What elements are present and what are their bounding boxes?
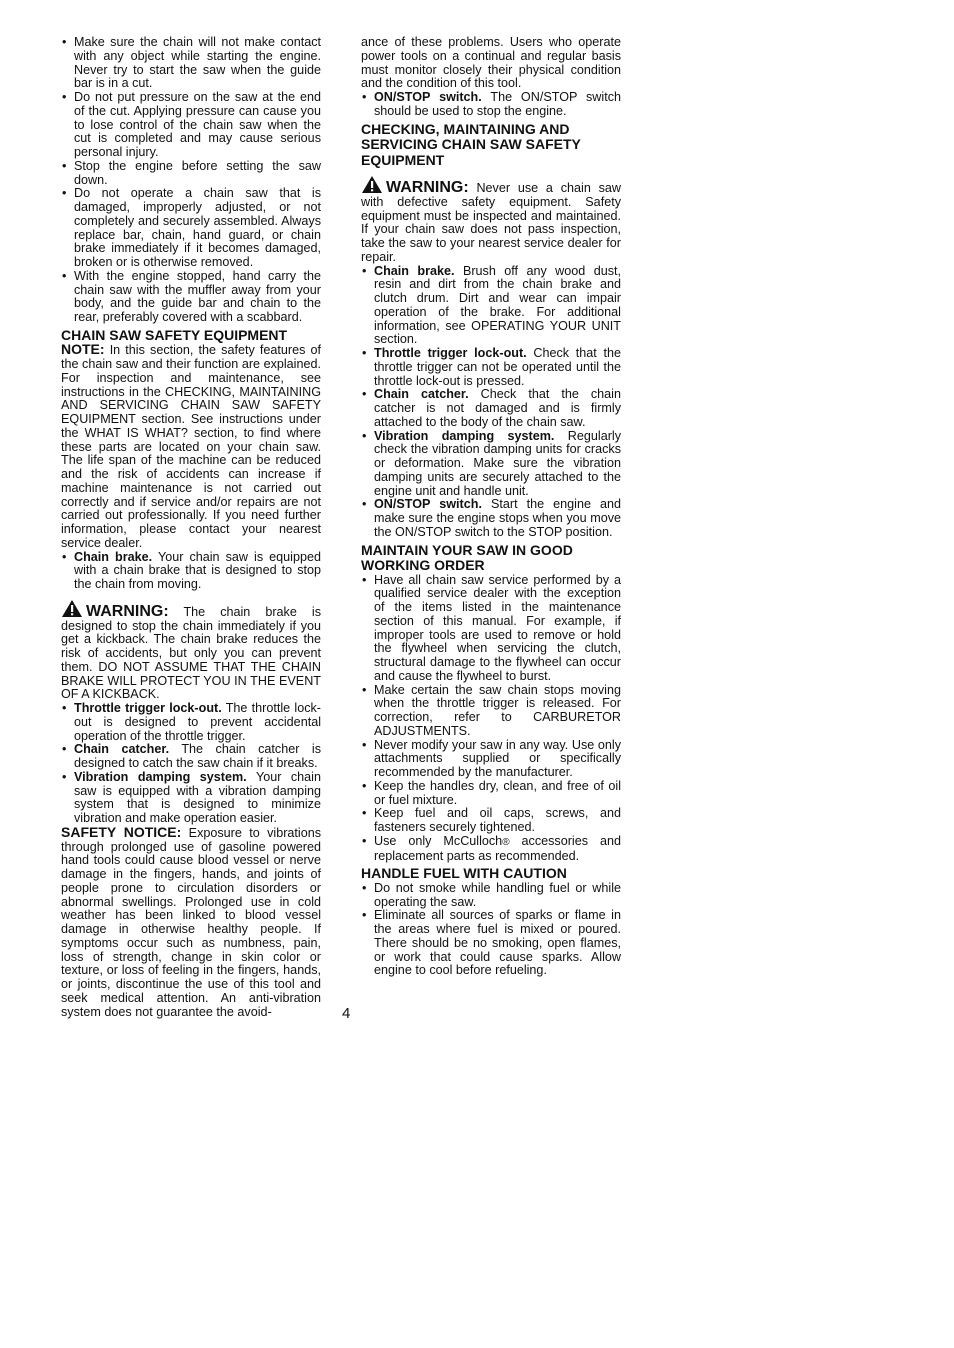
checks-list: [361, 265, 621, 540]
list-item: [361, 388, 621, 429]
list-item: [61, 743, 321, 771]
item-label: Chain brake.: [74, 549, 153, 564]
safety-notice-text: Exposure to vibrations through prolonged use of gasoline powered hand tools could cause blood vessel or nerve damage in the fingers, hands, and joints of people prone to circulation disorders or abnormal swellings. Prolonged use in cold weather has been linked to blood vessel damage in otherwise healthy people. If symptoms occur such as numbness, pain, loss of strength, change in skin color or texture, or loss of feeling in the fingers, hands, or joints, discontinue the use of this tool and seek medical attention. An anti-vibration system does not guarantee the avoid-: [61, 825, 322, 1019]
section-heading-checking: CHECKING, MAINTAINING AND SERVICING CHAIN SAW SAFETY EQUIPMENT: [361, 120, 581, 168]
item-label: Chain brake.: [374, 263, 455, 278]
item-label: Throttle trigger lock-out.: [74, 701, 222, 715]
warning-triangle-icon: [61, 599, 83, 618]
list-item: [361, 498, 621, 539]
item-label: Vibration damping system.: [74, 769, 247, 784]
item-text: Your chain saw is equipped with a vibration damping system that is designed to minimize vibration and make operation easier.: [74, 769, 321, 825]
list-item: [361, 91, 621, 119]
list-item: • Make certain the saw chain stops moving when the throttle trigger is released. For correction, refer to CARBURETOR ADJUSTMENTS.: [361, 684, 621, 739]
warning-label: WARNING:: [86, 602, 169, 620]
warning-label: WARNING:: [386, 179, 469, 196]
registered-mark: ®: [502, 836, 510, 848]
list-item: • Do not smoke while handling fuel or while operating the saw.: [361, 882, 621, 910]
item-text: Use only McCulloch: [374, 833, 503, 848]
list-item: • Stop the engine before setting the saw down.: [61, 160, 321, 188]
list-item: [61, 702, 321, 743]
item-label: Chain catcher.: [374, 387, 469, 402]
list-item: • Have all chain saw service performed by a qualified service dealer with the exception of the items listed in the maintenance section of this manual. For example, if improper tools are used to remove or hold the flywheel when servicing the clutch, structural damage to the flywheel can occur and cause the flywheel to burst.: [361, 574, 621, 684]
list-item: [361, 430, 621, 499]
item-label: ON/STOP switch.: [374, 497, 482, 512]
item-label: Chain catcher.: [74, 742, 170, 757]
warning-paragraph: [61, 599, 321, 702]
list-item: • Make sure the chain will not make contact with any object while starting the engine. Never try to start the saw when the guide bar is in a cut.: [61, 36, 321, 91]
list-item: • Eliminate all sources of sparks or flame in the areas where fuel is mixed or poured. There should be no smoking, open flames, or work that could cause sparks. Allow engine to cool before refueling.: [361, 909, 621, 978]
fuel-list: [361, 882, 621, 978]
item-label: ON/STOP switch.: [374, 90, 482, 104]
safety-notice-paragraph: [61, 823, 322, 1020]
list-item: [361, 265, 621, 348]
warning-triangle-icon: [361, 175, 383, 194]
warning-text: The chain brake is designed to stop the chain immediately if you get a kickback. The chain brake reduces the risk of accidents, but only you can prevent them. DO NOT ASSUME THAT THE CHAIN BRAKE WILL PROTECT YOU IN THE EVENT OF A KICKBACK.: [61, 604, 321, 702]
item-text: Brush off any wood dust, resin and dirt from the chain brake and clutch drum. Dirt and wear can impair operation of the brake. For additional information, see OPERATING YOUR UNIT section.: [374, 263, 621, 347]
list-item: • Do not put pressure on the saw at the end of the cut. Applying pressure can cause you to lose control of the chain saw when the cut is completed and may cause serious personal injury.: [61, 91, 321, 160]
item-text: Your chain saw is equipped with a chain brake that is designed to stop the chain from moving.: [74, 549, 322, 591]
section-heading-fuel: HANDLE FUEL WITH CAUTION: [361, 865, 567, 882]
note-text: In this section, the safety features of the chain saw and their function are explained. For inspection and maintenance, see instructions in the CHECKING, MAINTAINING AND SERVICING CHAIN SAW SAFETY EQUIPMENT section. See instructions under the WHAT IS WHAT? section, to find where these parts are located on your chain saw. The life span of the machine can be reduced and the risk of accidents can increase if machine maintenance is not carried out correctly and if service and/or repairs are not carried out professionally. If you need further information, please contact your nearest service dealer.: [61, 343, 321, 550]
list-item: [61, 771, 321, 826]
item-text: Start the engine and make sure the engine stops when you move the ON/STOP switch to the STOP position.: [374, 497, 621, 539]
maintain-list: [361, 574, 621, 864]
chain-brake-list: [61, 551, 321, 592]
item-label: Vibration damping system.: [374, 428, 555, 443]
warning-text: Never use a chain saw with defective safety equipment. Safety equipment must be inspected and maintained. If your chain saw does not pass inspection, take the saw to your nearest service dealer for repair.: [361, 181, 622, 264]
note-label: NOTE:: [61, 341, 105, 358]
item-text: Regularly check the vibration damping units for cracks or deformation. Make sure the vibration damping units are securely attached to the engine unit and handle unit.: [374, 428, 621, 498]
list-item: [361, 835, 621, 864]
section-heading-maintain: MAINTAIN YOUR SAW IN GOOD WORKING ORDER: [361, 541, 573, 573]
continuation-paragraph: ance of these problems. Users who operate power tools on a continual and regular basis must monitor closely their physical condition and the condition of this tool.: [361, 35, 621, 91]
list-item: • Never modify your saw in any way. Use only attachments supplied or specifically recommended by the manufacturer.: [361, 739, 621, 780]
list-item: [61, 551, 321, 592]
list-item: • Keep the handles dry, clean, and free of oil or fuel mixture.: [361, 780, 621, 808]
on-stop-list: [361, 91, 621, 119]
list-item: • Keep fuel and oil caps, screws, and fasteners securely tightened.: [361, 807, 621, 835]
item-text: Check that the throttle trigger can not be operated until the throttle lock-out is pressed.: [374, 346, 622, 388]
item-text: The throttle lock-out is designed to prevent accidental operation of the throttle trigger.: [74, 701, 321, 743]
warning-paragraph: [361, 175, 621, 265]
item-text: The chain catcher is designed to catch the saw chain if it breaks.: [74, 742, 321, 770]
item-text: The ON/STOP switch should be used to stop the engine.: [374, 90, 621, 118]
page-number: 4: [342, 1005, 351, 1022]
item-text: Check that the chain catcher is not damaged and is firmly attached to the body of the chain saw.: [374, 387, 621, 429]
list-item: • With the engine stopped, hand carry the chain saw with the muffler away from your body, and the guide bar and chain to the rear, preferably covered with a scabbard.: [61, 270, 321, 325]
top-bullet-list: [61, 36, 321, 325]
safety-notice-label: SAFETY NOTICE:: [61, 823, 182, 840]
list-item: • Do not operate a chain saw that is damaged, improperly adjusted, or not completely and securely assembled. Always replace bar, chain, hand guard, or chain brake immediately if it becomes damaged, broken or is otherwise removed.: [61, 187, 321, 270]
list-item: [361, 347, 621, 388]
note-paragraph: [61, 343, 321, 550]
item-text: accessories and replacement parts as recommended.: [374, 833, 621, 863]
section-heading-safety-equipment: CHAIN SAW SAFETY EQUIPMENT: [61, 326, 288, 343]
left-column: [61, 36, 321, 1019]
right-column: [361, 36, 621, 978]
item-label: Throttle trigger lock-out.: [374, 346, 527, 360]
features-list: [61, 702, 321, 826]
